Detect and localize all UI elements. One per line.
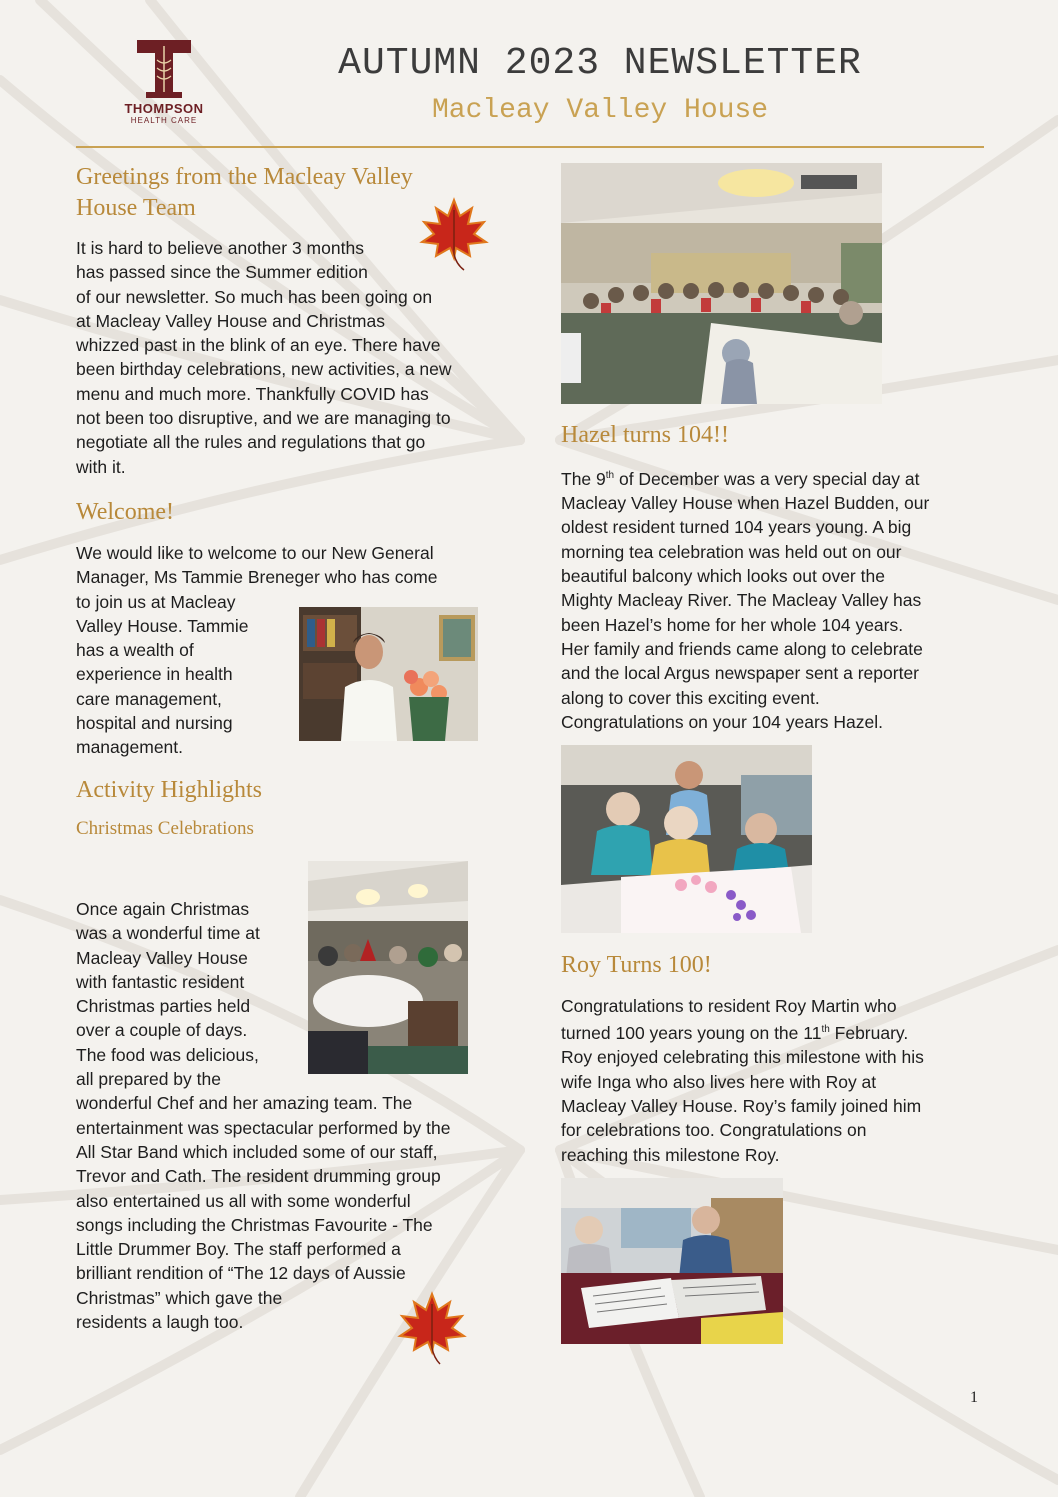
page-number: 1 (970, 1389, 978, 1406)
text-run: February. (829, 1023, 909, 1044)
hazel-section (561, 420, 991, 734)
hazel-birthday-cake-photo (561, 745, 812, 933)
text-line: of our newsletter. So much has been going on (76, 286, 433, 307)
roy-heading: Roy Turns 100! (561, 952, 712, 978)
hazel-body (561, 464, 991, 734)
text-line: morning tea celebration was held out on our (561, 541, 902, 562)
text-line: Macleay Valley House when Hazel Budden, our (561, 493, 930, 514)
greetings-heading-line2: House Team (76, 195, 196, 221)
text-line: has a wealth of (76, 640, 194, 661)
text-line: Roy enjoyed celebrating this milestone with his (561, 1047, 924, 1068)
tammie-photo (299, 607, 478, 741)
text-line: entertainment was spectacular performed by the (76, 1117, 451, 1138)
text-line: whizzed past in the blink of an eye. There have (76, 335, 441, 356)
roy-body (561, 994, 991, 1167)
christmas-subheading: Christmas Celebrations (76, 818, 254, 839)
maple-leaf-icon (396, 1290, 468, 1366)
text-line: Her family and friends came along to celebrate (561, 638, 923, 659)
text-line: over a couple of days. (76, 1020, 248, 1041)
greetings-heading-line1: Greetings from the Macleay Valley (76, 164, 413, 190)
text-line: with fantastic resident (76, 971, 245, 992)
text-line: at Macleay Valley House and Christmas (76, 310, 385, 331)
brand-logo (112, 38, 216, 134)
text-line: reaching this milestone Roy. (561, 1144, 780, 1165)
text-line: menu and much more. Thankfully COVID has (76, 383, 429, 404)
maple-leaf-icon (418, 196, 490, 272)
text-line: hospital and nursing (76, 713, 233, 734)
text-line: has passed since the Summer edition (76, 262, 368, 283)
text-line: to join us at Macleay (76, 591, 236, 612)
superscript: th (821, 1024, 830, 1036)
text-line: all prepared by the (76, 1069, 221, 1090)
text-line (561, 464, 991, 491)
text-line: All Star Band which included some of our staff, (76, 1141, 438, 1162)
text-run: turned 100 years young on the 11 (561, 1023, 822, 1044)
text-line (561, 1018, 991, 1045)
text-line: Trevor and Cath. The resident drumming group (76, 1166, 441, 1187)
newsletter-subtitle: Macleay Valley House (431, 95, 769, 126)
text-line: been Hazel’s home for her whole 104 years. (561, 614, 904, 635)
activity-section (76, 775, 496, 840)
text-line: care management, (76, 688, 222, 709)
text-line: Once again Christmas (76, 899, 250, 919)
text-run: The 9 (561, 468, 606, 489)
text-line: wife Inga who also lives here with Roy at (561, 1071, 877, 1092)
newsletter-title: AUTUMN 2023 NEWSLETTER (338, 42, 862, 85)
text-line: It is hard to believe another 3 months (76, 238, 364, 258)
text-line: We would like to welcome to our New General (76, 543, 434, 563)
welcome-heading: Welcome! (76, 499, 175, 525)
header-divider (76, 146, 984, 148)
text-line: negotiate all the rules and regulations that go (76, 432, 426, 453)
text-line: also entertained us all with some wonderful (76, 1190, 411, 1211)
text-line: for celebrations too. Congratulations on (561, 1120, 867, 1141)
roy-and-inga-photo (561, 1178, 783, 1344)
text-line: songs including the Christmas Favourite - The (76, 1214, 433, 1235)
hazel-party-room-photo (561, 163, 882, 404)
text-line: Macleay Valley House. Roy’s family joined him (561, 1096, 922, 1117)
text-line: been birthday celebrations, new activities, a new (76, 359, 452, 380)
thompson-t-logo-icon (135, 38, 193, 100)
text-line: Valley House. Tammie (76, 615, 249, 636)
christmas-party-photo (308, 861, 468, 1074)
text-line: with it. (76, 456, 126, 477)
text-line: brilliant rendition of “The 12 days of Aussie (76, 1263, 406, 1284)
text-line: residents a laugh too. (76, 1312, 244, 1333)
greetings-body (76, 236, 496, 479)
hazel-heading: Hazel turns 104!! (561, 422, 729, 448)
text-line: Mighty Macleay River. The Macleay Valley has (561, 590, 922, 611)
text-line: not been too disruptive, and we are managing to (76, 408, 451, 429)
text-line: oldest resident turned 104 years young. A big (561, 517, 912, 538)
text-line: Manager, Ms Tammie Breneger who has come (76, 567, 438, 588)
text-line: and the local Argus newspaper sent a reporter (561, 663, 919, 684)
text-line: Christmas” which gave the (76, 1287, 283, 1308)
text-line: Little Drummer Boy. The staff performed a (76, 1239, 401, 1260)
activity-heading: Activity Highlights (76, 777, 262, 803)
text-line: experience in health (76, 664, 233, 685)
text-line: Christmas parties held (76, 996, 251, 1017)
roy-section (561, 950, 991, 1167)
brand-name: THOMPSON (124, 101, 204, 116)
text-line: Macleay Valley House (76, 947, 248, 968)
text-line: Congratulations on your 104 years Hazel. (561, 711, 883, 732)
text-line: management. (76, 737, 184, 758)
text-line: The food was delicious, (76, 1044, 259, 1065)
text-line: along to cover this exciting event. (561, 687, 820, 708)
superscript: th (605, 470, 615, 481)
text-line: was a wonderful time at (76, 923, 260, 944)
text-run: of December was a very special day at (614, 468, 920, 489)
text-line: Congratulations to resident Roy Martin who (561, 996, 897, 1016)
text-line: beautiful balcony which looks out over the (561, 566, 885, 587)
brand-subtitle: HEALTH CARE (130, 116, 198, 125)
text-line: wonderful Chef and her amazing team. The (76, 1093, 413, 1114)
